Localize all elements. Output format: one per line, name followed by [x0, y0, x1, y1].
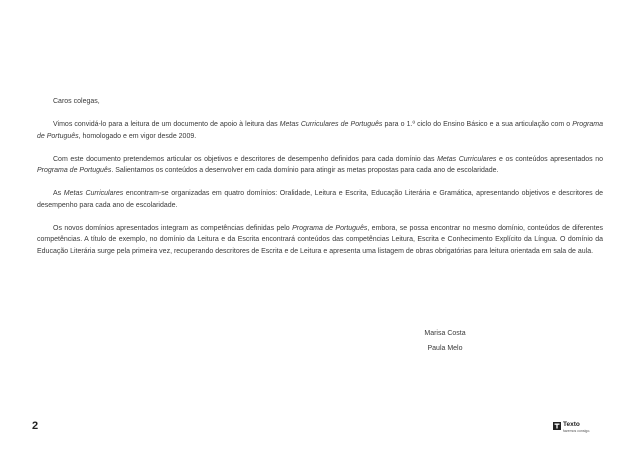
paragraph-3: [37, 188, 603, 211]
paragraph-2-title-programa: Programa de Português: [37, 167, 112, 174]
paragraph-1-title-programa: Programa de Português: [37, 121, 603, 140]
signatory-1: Marisa Costa: [424, 330, 466, 337]
paragraph-2-text-a: Com este documento pretendemos articular os objetivos e descritores de desempenho definidos para cada domínio das: [53, 155, 438, 163]
paragraph-4-text-c: , embora, se possa encontrar no mesmo domínio, conteúdos de diferentes competências. A título de exemplo, no domínio da Leitura e da Escrita encontrará conteúdos das competências Leitura, Escrita e Conhecimento Explícito da Língua. O domínio da Educação Literária surge pela primeira vez, recuperando descritores de Escrita e de Leitura e apresenta uma listagem de obras obrigatórias para leitura orientada em sala de aula.: [37, 224, 603, 255]
paragraph-1-text-a: Vimos convidá-lo para a leitura de um documento de apoio à leitura das: [53, 121, 280, 128]
publisher-tagline: fazemos consigo.: [563, 429, 591, 433]
paragraph-2-title-metas: Metas Curriculares: [437, 155, 497, 163]
texto-logo-icon: [553, 422, 561, 430]
signature-block: [400, 326, 490, 356]
paragraph-1: [37, 119, 603, 142]
paragraph-3-text-a: As: [53, 190, 64, 197]
publisher-name: Texto: [563, 421, 580, 428]
page-number: 2: [32, 420, 39, 432]
paragraph-3-text-c: encontram-se organizadas em quatro domínios: Oralidade, Leitura e Escrita, Educação Literária e Gramática, apresentando objetivos e descritores de desempenho para cada ano de escolaridade.: [37, 190, 603, 209]
paragraph-1-text-e: , homologado e em vigor desde 2009.: [78, 132, 197, 140]
paragraph-2-text-e: . Salientamos os conteúdos a desenvolver em cada domínio para atingir as metas propostas para cada ano de escolaridade.: [111, 167, 499, 174]
paragraph-4-title-programa: Programa de Português: [292, 224, 368, 232]
paragraph-3-title-metas: Metas Curriculares: [63, 190, 124, 197]
paragraph-1-text-c: para o 1.º ciclo do Ensino Básico e a sua articulação com o: [382, 121, 573, 128]
letter-body: [37, 96, 603, 269]
paragraph-2-text-c: e os conteúdos apresentados no: [496, 155, 604, 163]
paragraph-2: [37, 154, 603, 177]
signatory-2: Paula Melo: [427, 345, 463, 352]
publisher-logo: [553, 421, 603, 437]
paragraph-4: [37, 223, 603, 258]
paragraph-4-text-a: Os novos domínios apresentados integram as competências definidas pelo: [53, 224, 293, 232]
greeting: Caros colegas,: [53, 98, 100, 105]
paragraph-1-title-metas: Metas Curriculares de Português: [279, 121, 383, 128]
